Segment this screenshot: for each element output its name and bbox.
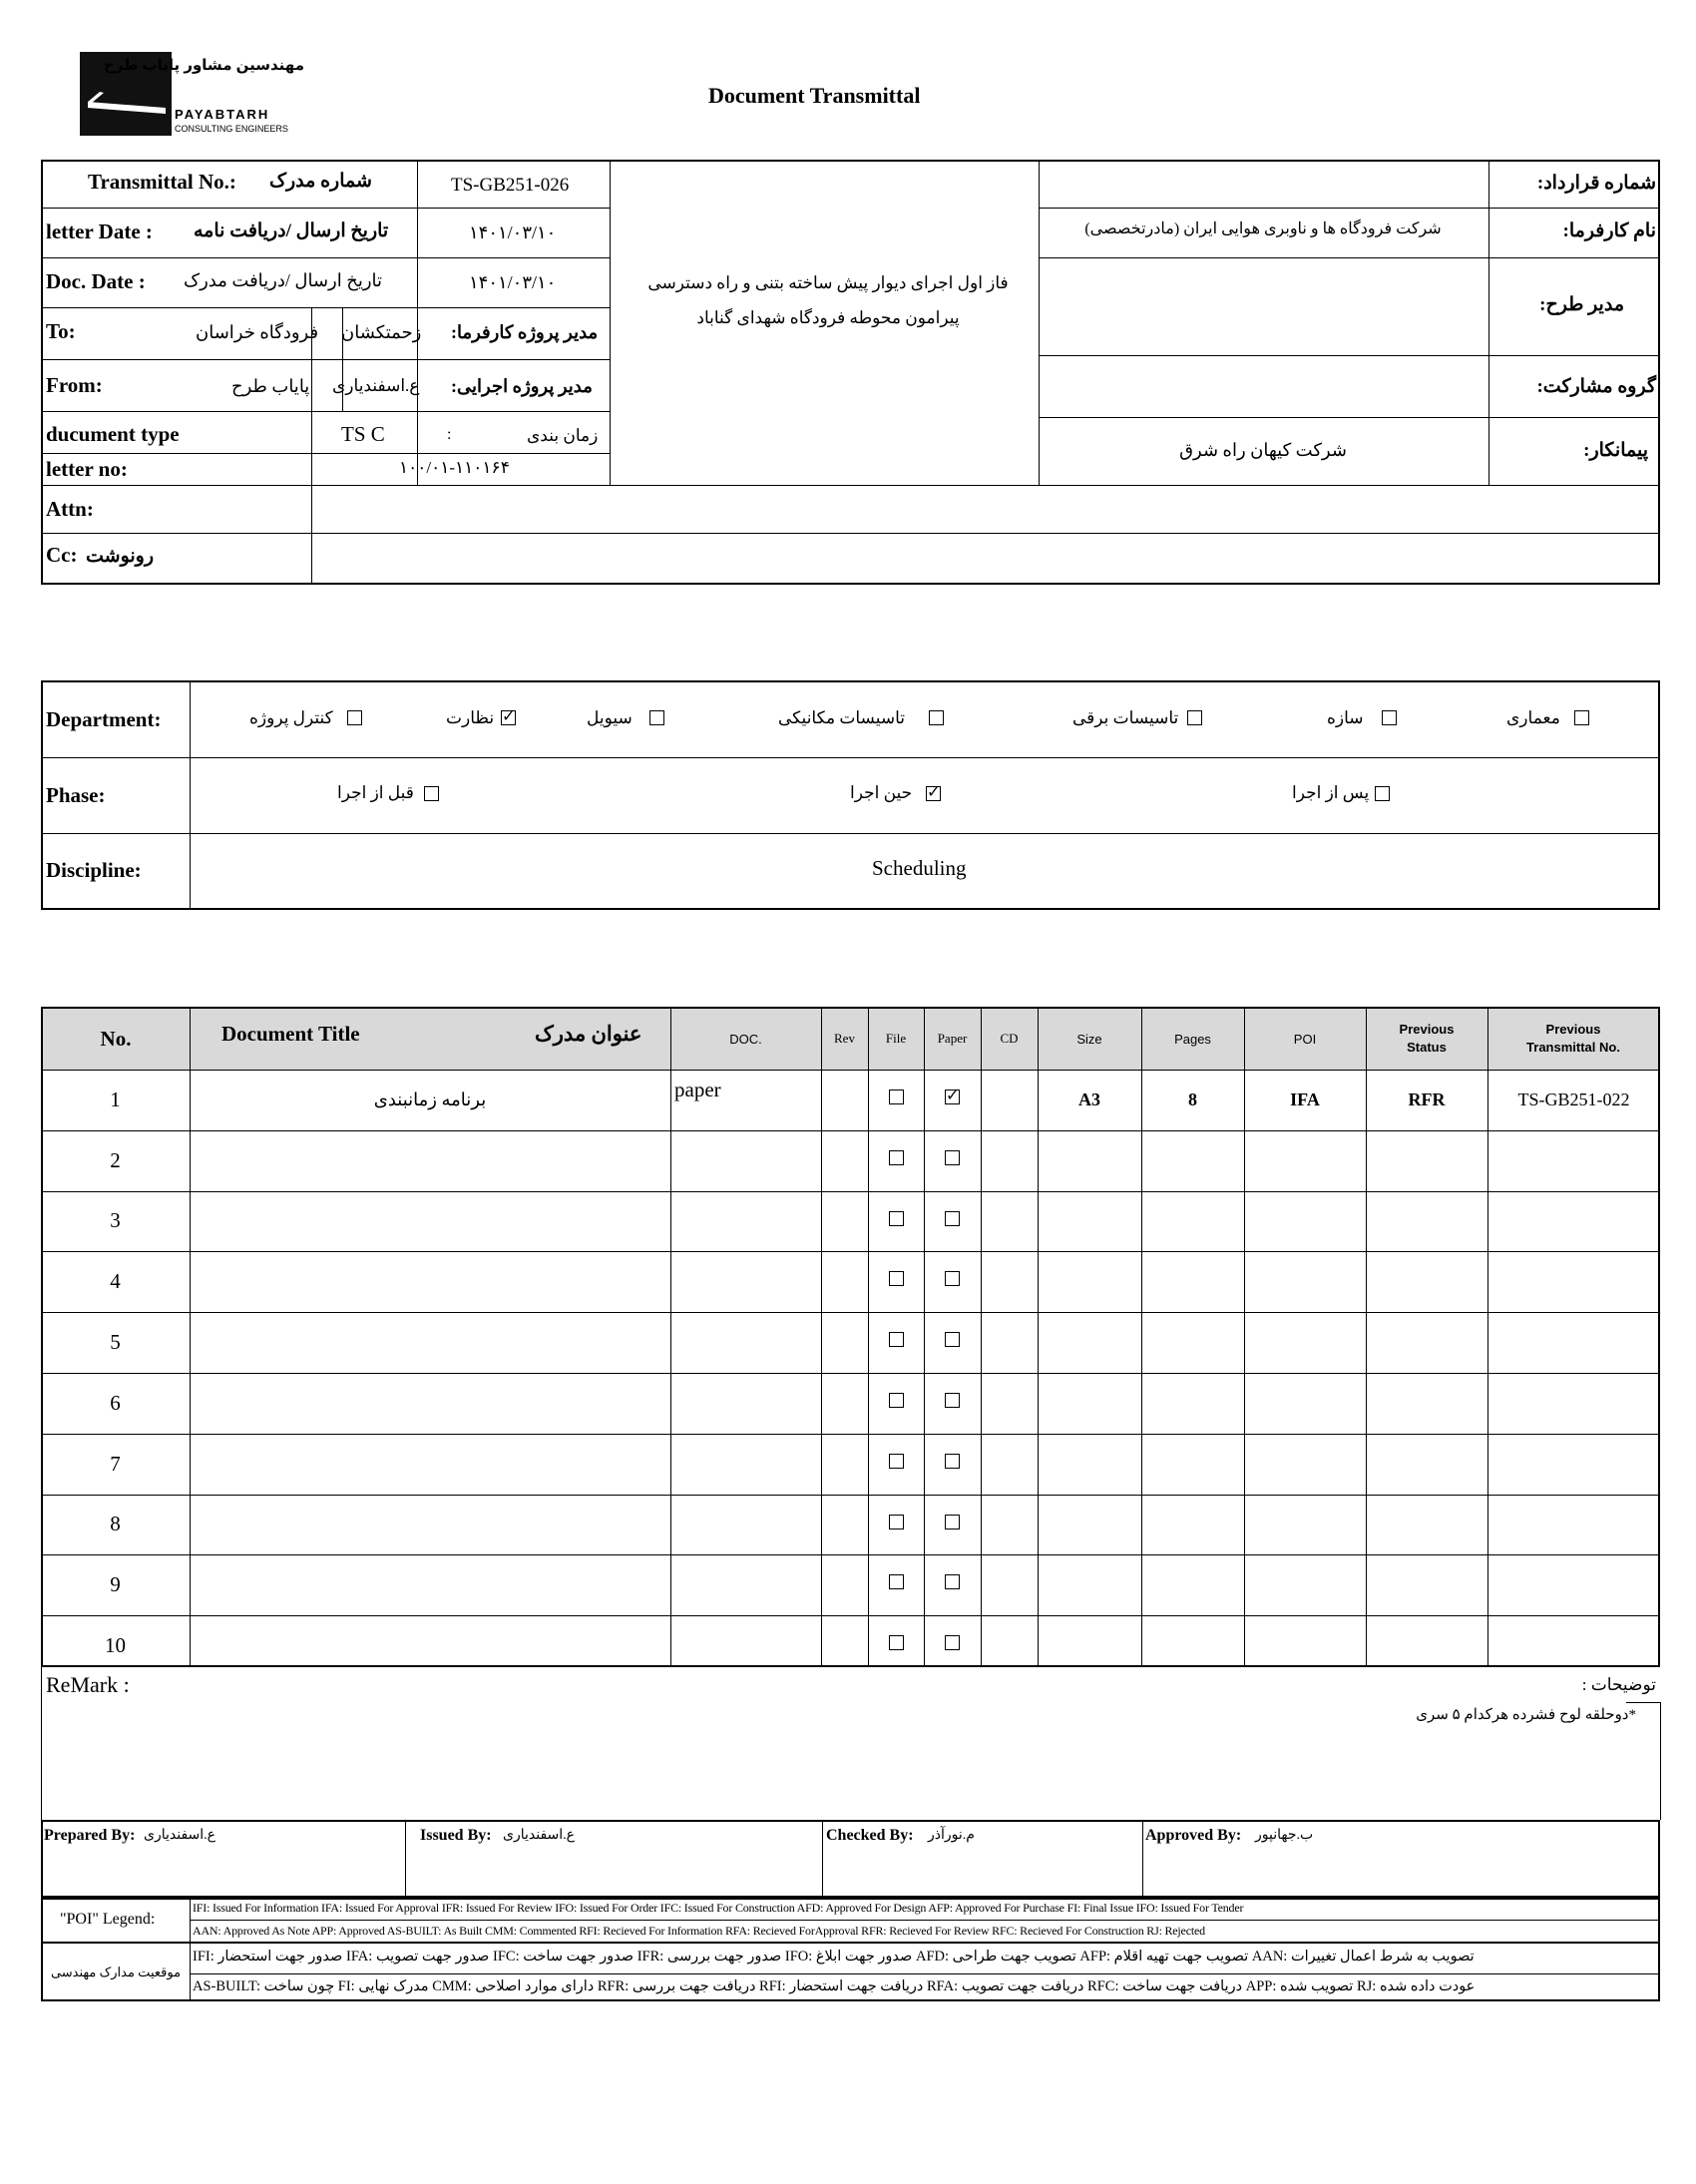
- letter-date-value: ۱۴۰۱/۰۳/۱۰: [469, 222, 557, 242]
- department-checkbox-1[interactable]: [1382, 710, 1397, 725]
- row-size: [1038, 1191, 1141, 1252]
- transmittal-no-value: TS-GB251-026: [451, 175, 570, 196]
- row-previous-status: [1366, 1434, 1487, 1495]
- discipline-label: Discipline:: [46, 858, 142, 882]
- department-checkbox-5[interactable]: [501, 706, 516, 725]
- row-doc: [670, 1363, 821, 1424]
- row-rev: [821, 1554, 868, 1615]
- logo-persian-text: مهندسین مشاور پایاب طرح: [104, 57, 304, 74]
- row-poi: [1244, 1373, 1366, 1434]
- cc-label: Cc:: [46, 543, 78, 567]
- row-previous-status: [1366, 1495, 1487, 1555]
- row-pages: [1141, 1373, 1244, 1434]
- row-previous-transmittal: TS-GB251-022: [1517, 1089, 1630, 1109]
- poi-legend-label: "POI" Legend:: [60, 1911, 156, 1928]
- row-rev: [821, 1130, 868, 1191]
- row-title: [190, 1434, 670, 1495]
- remark-text: *دوحلقه لوح فشرده هرکدام ۵ سری: [1416, 1707, 1636, 1723]
- row-previous-transmittal: [1487, 1434, 1660, 1495]
- row-pages: [1141, 1191, 1244, 1252]
- letter-no-value: ۱۰۰/۰۱-۱۱۰۱۶۴: [399, 458, 510, 477]
- header-pages: Pages: [1174, 1031, 1211, 1047]
- row-previous-transmittal: [1487, 1495, 1660, 1555]
- row-paper-checkbox[interactable]: [945, 1574, 960, 1589]
- checkmark-icon: ✓: [946, 1086, 960, 1104]
- department-checkbox-6[interactable]: [347, 710, 362, 725]
- row-cd: [981, 1434, 1038, 1495]
- header-title-en: Document Title: [221, 1022, 360, 1046]
- row-previous-status: [1366, 1373, 1487, 1434]
- row-poi: [1244, 1554, 1366, 1615]
- row-file-checkbox[interactable]: [889, 1635, 904, 1650]
- row-doc: [670, 1544, 821, 1605]
- row-number: 8: [110, 1512, 121, 1536]
- row-size: A3: [1078, 1089, 1100, 1109]
- row-number: 2: [110, 1147, 121, 1172]
- row-rev: [821, 1373, 868, 1434]
- checked-by-value: م.نورآذر: [928, 1828, 975, 1843]
- approved-by-label: Approved By:: [1145, 1827, 1242, 1844]
- row-previous-transmittal: [1487, 1312, 1660, 1373]
- row-title: [190, 1191, 670, 1252]
- row-cd: [981, 1312, 1038, 1373]
- row-rev: [821, 1070, 868, 1130]
- row-poi: [1244, 1130, 1366, 1191]
- row-size: [1038, 1130, 1141, 1191]
- header-file: File: [885, 1031, 907, 1046]
- to-role-label: مدیر پروژه کارفرما:: [451, 322, 599, 342]
- header-cd: CD: [1000, 1031, 1019, 1046]
- prepared-by-label: Prepared By:: [44, 1827, 136, 1844]
- doc-date-label-fa: تاریخ ارسال /دریافت مدرک: [184, 270, 383, 290]
- project-description-line-2: پیرامون محوطه فرودگاه شهدای گناباد: [696, 308, 960, 327]
- issued-by-value: ع.اسفندیاری: [503, 1828, 576, 1843]
- row-file-checkbox[interactable]: [889, 1454, 904, 1469]
- row-file-checkbox[interactable]: [889, 1090, 904, 1104]
- row-title: [190, 1251, 670, 1312]
- row-paper-checkbox[interactable]: [945, 1454, 960, 1469]
- row-cd: [981, 1554, 1038, 1615]
- phase-label: Phase:: [46, 783, 106, 807]
- from-label: From:: [46, 373, 103, 397]
- row-number: 10: [105, 1633, 126, 1658]
- row-title: [190, 1312, 670, 1373]
- doc-date-label: Doc. Date :: [46, 269, 146, 293]
- row-previous-transmittal: [1487, 1130, 1660, 1191]
- row-rev: [821, 1434, 868, 1495]
- document-type-value: TS C: [341, 422, 385, 446]
- issued-by-label: Issued By:: [420, 1827, 492, 1844]
- row-pages: [1141, 1434, 1244, 1495]
- status-legend-label: موقعیت مدارک مهندسی: [50, 1965, 182, 1979]
- row-cd: [981, 1495, 1038, 1555]
- department-option-label: سازه: [1327, 708, 1364, 727]
- row-poi: [1244, 1251, 1366, 1312]
- row-pages: [1141, 1251, 1244, 1312]
- row-number: 7: [110, 1451, 121, 1476]
- department-option-label: معماری: [1506, 708, 1560, 727]
- status-legend-line-1: IFI: صدور جهت استحضار IFA: صدور جهت تصویب IFC: صدور جهت ساخت IFR: صدور جهت بررسی IFO: صدور جهت ابلاغ AFD: تصویب جهت طراحی AFP: تصویب جهت تهیه اقلام AAN: تصویب به شرط اعمال تغییرات: [193, 1949, 1475, 1965]
- row-pages: [1141, 1130, 1244, 1191]
- prepared-by-value: ع.اسفندیاری: [144, 1828, 216, 1843]
- row-previous-transmittal: [1487, 1373, 1660, 1434]
- logo-subtitle: CONSULTING ENGINEERS: [175, 124, 288, 134]
- checkmark-icon: ✓: [927, 782, 941, 801]
- row-file-checkbox[interactable]: [889, 1574, 904, 1589]
- header-previous-status-line-2: Status: [1407, 1040, 1447, 1055]
- row-paper-checkbox[interactable]: [945, 1332, 960, 1347]
- discipline-value: Scheduling: [872, 856, 967, 880]
- department-option-label: کنترل پروژه: [249, 708, 333, 727]
- row-number: 3: [110, 1208, 121, 1233]
- row-previous-status: [1366, 1191, 1487, 1252]
- row-title: [190, 1615, 670, 1676]
- row-previous-transmittal: [1487, 1251, 1660, 1312]
- from-person: ع.اسفندیاری: [332, 376, 420, 395]
- row-previous-transmittal: [1487, 1554, 1660, 1615]
- department-checkbox-2[interactable]: [1187, 710, 1202, 725]
- row-paper-checkbox[interactable]: [945, 1635, 960, 1650]
- row-rev: [821, 1191, 868, 1252]
- row-previous-status: [1366, 1312, 1487, 1373]
- phase-checkbox-0[interactable]: [1375, 786, 1390, 801]
- row-title: [190, 1373, 670, 1434]
- row-pages: 8: [1188, 1089, 1197, 1109]
- department-option-label: تاسیسات برقی: [1072, 708, 1179, 727]
- document-type-fa: زمان بندی: [527, 426, 599, 445]
- row-pages: [1141, 1615, 1244, 1676]
- row-previous-status: [1366, 1554, 1487, 1615]
- phase-option-label: حین اجرا: [850, 783, 913, 802]
- transmittal-no-label-fa: شماره مدرک: [269, 171, 372, 192]
- row-size: [1038, 1554, 1141, 1615]
- row-cd: [981, 1615, 1038, 1676]
- document-type-separator: :: [447, 426, 452, 443]
- transmittal-no-label: Transmittal No.:: [88, 170, 236, 194]
- to-label: To:: [46, 319, 76, 343]
- from-organization: پایاب طرح: [231, 376, 310, 396]
- approved-by-value: ب.جهانپور: [1255, 1828, 1314, 1843]
- document-type-label: ducument type: [46, 422, 180, 446]
- row-doc: [670, 1605, 821, 1666]
- row-size: [1038, 1312, 1141, 1373]
- department-label: Department:: [46, 707, 162, 731]
- row-title: [190, 1130, 670, 1191]
- header-previous-transmittal-line-1: Previous: [1545, 1021, 1601, 1037]
- row-paper-checkbox[interactable]: [945, 1211, 960, 1226]
- row-poi: [1244, 1615, 1366, 1676]
- row-size: [1038, 1434, 1141, 1495]
- row-cd: [981, 1191, 1038, 1252]
- logo-english-text: PAYABTARH: [175, 107, 270, 122]
- cc-label-fa: رونوشت: [86, 546, 155, 567]
- row-file-checkbox[interactable]: [889, 1515, 904, 1529]
- row-poi: IFA: [1290, 1089, 1320, 1109]
- contract-no-label: شماره قرارداد:: [1536, 173, 1656, 194]
- row-paper-checkbox[interactable]: [945, 1515, 960, 1529]
- row-cd: [981, 1070, 1038, 1130]
- row-cd: [981, 1130, 1038, 1191]
- row-poi: [1244, 1495, 1366, 1555]
- logo: [80, 52, 309, 138]
- row-previous-transmittal: [1487, 1191, 1660, 1252]
- checked-by-label: Checked By:: [826, 1827, 914, 1844]
- to-person: زحمتکشان: [341, 322, 422, 342]
- row-rev: [821, 1615, 868, 1676]
- remark-label: ReMark :: [46, 1672, 130, 1697]
- row-doc: [670, 1181, 821, 1242]
- row-number: 9: [110, 1572, 121, 1597]
- department-option-label: تاسیسات مکانیکی: [778, 708, 905, 727]
- poi-legend-line-2: AAN: Approved As Note APP: Approved AS-BUILT: As Built CMM: Commented RFI: Recieved For Information RFA: Recieved ForApproval RFR: Recieved For Review RFC: Recieved For Construction RJ: Rejected: [193, 1924, 1205, 1938]
- row-size: [1038, 1495, 1141, 1555]
- row-file-checkbox[interactable]: [889, 1150, 904, 1165]
- row-previous-status: [1366, 1251, 1487, 1312]
- row-file-checkbox[interactable]: [889, 1271, 904, 1286]
- employer-label: نام کارفرما:: [1562, 220, 1656, 241]
- row-title: [190, 1554, 670, 1615]
- row-size: [1038, 1251, 1141, 1312]
- phase-checkbox-2[interactable]: [424, 786, 439, 801]
- row-file-checkbox[interactable]: [889, 1393, 904, 1408]
- status-legend-line-2: AS-BUILT: چون ساخت FI: مدرک نهایی CMM: دارای موارد اصلاحی RFR: دریافت جهت بررسی RFI: دریافت جهت استحضار RFA: دریافت جهت تصویب RFC: دریافت جهت ساخت APP: تصویب شده RJ: عودت داده شده: [193, 1978, 1476, 1994]
- row-rev: [821, 1312, 868, 1373]
- letter-date-label: letter Date :: [46, 219, 153, 243]
- row-doc: [670, 1241, 821, 1302]
- header-poi: POI: [1293, 1031, 1317, 1047]
- row-poi: [1244, 1191, 1366, 1252]
- row-number: 5: [110, 1330, 121, 1355]
- attn-label: Attn:: [46, 497, 94, 521]
- phase-checkbox-1[interactable]: [926, 782, 941, 801]
- row-title: [190, 1495, 670, 1555]
- row-size: [1038, 1373, 1141, 1434]
- department-checkbox-3[interactable]: [929, 710, 944, 725]
- header-previous-status-line-1: Previous: [1399, 1021, 1455, 1037]
- row-number: 4: [110, 1269, 121, 1294]
- row-doc: [670, 1485, 821, 1545]
- phase-option-label: قبل از اجرا: [337, 783, 414, 802]
- row-previous-status: [1366, 1130, 1487, 1191]
- row-cd: [981, 1251, 1038, 1312]
- row-doc: [670, 1424, 821, 1485]
- row-title: برنامه زمانبندی: [373, 1089, 487, 1109]
- contractor-value: شرکت کیهان راه شرق: [1179, 440, 1347, 460]
- phase-option-label: پس از اجرا: [1292, 783, 1370, 802]
- department-option-label: سیویل: [587, 708, 633, 727]
- row-doc: [670, 1302, 821, 1363]
- header-previous-transmittal: [1487, 1008, 1659, 1070]
- row-previous-transmittal: [1487, 1615, 1660, 1676]
- project-description-line-1: فاز اول اجرای دیوار پیش ساخته بتنی و راه دسترسی: [647, 273, 1009, 292]
- row-paper-checkbox[interactable]: [945, 1086, 960, 1104]
- row-pages: [1141, 1554, 1244, 1615]
- row-paper-checkbox[interactable]: [945, 1271, 960, 1286]
- to-organization: فرودگاه خراسان: [196, 322, 319, 342]
- letter-no-label: letter no:: [46, 457, 128, 481]
- row-rev: [821, 1495, 868, 1555]
- row-poi: [1244, 1434, 1366, 1495]
- department-option-label: نظارت: [446, 708, 495, 727]
- header-previous-status: [1366, 1008, 1487, 1070]
- row-size: [1038, 1615, 1141, 1676]
- poi-legend-line-1: IFI: Issued For Information IFA: Issued For Approval IFR: Issued For Review IFO: Issued For Order IFC: Issued For Construction AFD: Approved For Design AFP: Approved For Purchase FI: Final Issue IFO: Issued For Tender: [193, 1901, 1244, 1915]
- partnership-label: گروه مشارکت:: [1536, 376, 1656, 397]
- row-file-checkbox[interactable]: [889, 1332, 904, 1347]
- remark-label-fa: توضیحات :: [1581, 1675, 1656, 1694]
- department-checkbox-4[interactable]: [649, 710, 664, 725]
- header-size: Size: [1076, 1031, 1102, 1047]
- row-cd: [981, 1373, 1038, 1434]
- header-title-fa: عنوان مدرک: [535, 1022, 642, 1046]
- contractor-label: پیمانکار:: [1583, 440, 1648, 461]
- row-pages: [1141, 1495, 1244, 1555]
- row-poi: [1244, 1312, 1366, 1373]
- employer-value: شرکت فرودگاه ها و ناوبری هوایی ایران (مادرتخصصی): [1084, 220, 1442, 237]
- header-previous-transmittal-line-2: Transmittal No.: [1526, 1040, 1620, 1055]
- row-previous-status: [1366, 1615, 1487, 1676]
- header-no: No.: [100, 1026, 132, 1051]
- header-doc: DOC.: [729, 1031, 762, 1047]
- row-rev: [821, 1251, 868, 1312]
- page-title: Document Transmittal: [708, 83, 921, 108]
- row-previous-status: RFR: [1408, 1089, 1446, 1109]
- letter-date-label-fa: تاریخ ارسال /دریافت نامه: [194, 220, 389, 241]
- row-number: 6: [110, 1390, 121, 1415]
- row-doc: paper: [674, 1077, 721, 1101]
- department-checkbox-0[interactable]: [1574, 710, 1589, 725]
- row-pages: [1141, 1312, 1244, 1373]
- header-rev: Rev: [834, 1031, 855, 1046]
- row-doc: [670, 1120, 821, 1181]
- checkmark-icon: ✓: [502, 706, 516, 725]
- header-paper: Paper: [937, 1031, 968, 1046]
- from-role-label: مدیر پروژه اجرایی:: [451, 376, 593, 396]
- row-file-checkbox[interactable]: [889, 1211, 904, 1226]
- doc-date-value: ۱۴۰۱/۰۳/۱۰: [469, 272, 557, 292]
- row-paper-checkbox[interactable]: [945, 1150, 960, 1165]
- row-paper-checkbox[interactable]: [945, 1393, 960, 1408]
- design-manager-label: مدیر طرح:: [1539, 294, 1624, 315]
- row-number: 1: [110, 1087, 121, 1111]
